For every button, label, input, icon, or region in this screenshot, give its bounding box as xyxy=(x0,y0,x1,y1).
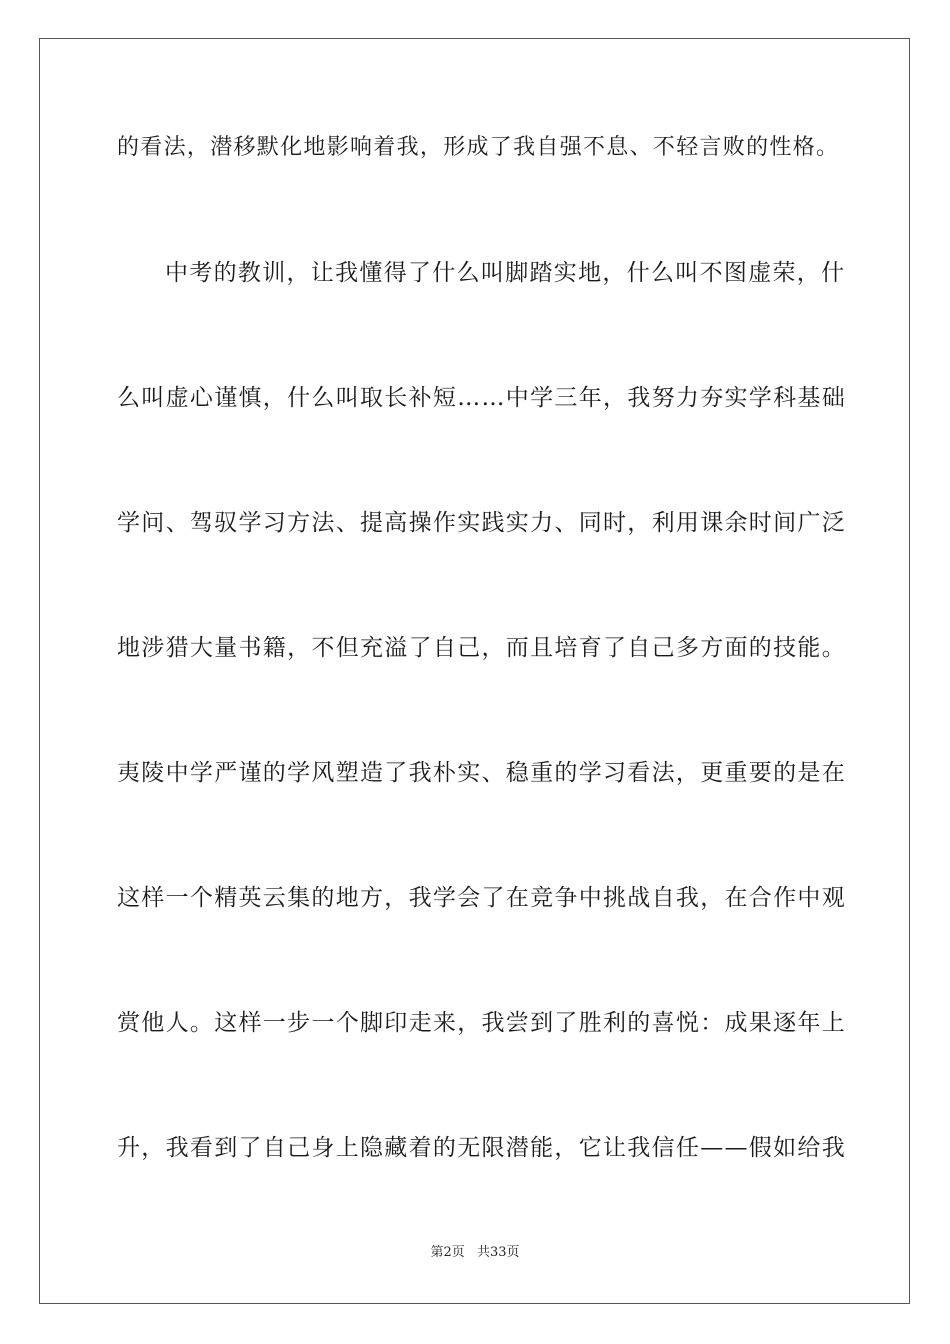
page-total: 共33页 xyxy=(476,1245,520,1260)
paragraph-line: 升，我看到了自己身上隐藏着的无限潜能，它让我信任——假如给我 xyxy=(117,1135,846,1161)
page-frame xyxy=(39,38,910,1304)
page-number: 第2页 xyxy=(430,1245,465,1260)
paragraph-line: 这样一个精英云集的地方，我学会了在竞争中挑战自我，在合作中观 xyxy=(117,885,846,911)
page-footer xyxy=(0,1244,950,1262)
paragraph-line: 赏他人。这样一步一个脚印走来，我尝到了胜利的喜悦：成果逐年上 xyxy=(117,1010,846,1036)
paragraph-line: 么叫虚心谨慎，什么叫取长补短……中学三年，我努力夯实学科基础 xyxy=(117,385,846,411)
paragraph-line: 学问、驾驭学习方法、提高操作实践实力、同时，利用课余时间广泛 xyxy=(117,510,846,536)
paragraph-line: 夷陵中学严谨的学风塑造了我朴实、稳重的学习看法，更重要的是在 xyxy=(117,760,846,786)
paragraph-line: 的看法，潜移默化地影响着我，形成了我自强不息、不轻言败的性格。 xyxy=(117,135,840,160)
paragraph-line: 地涉猎大量书籍，不但充溢了自己，而且培育了自己多方面的技能。 xyxy=(117,635,846,661)
paragraph-line: 中考的教训，让我懂得了什么叫脚踏实地，什么叫不图虚荣，什 xyxy=(165,260,846,286)
